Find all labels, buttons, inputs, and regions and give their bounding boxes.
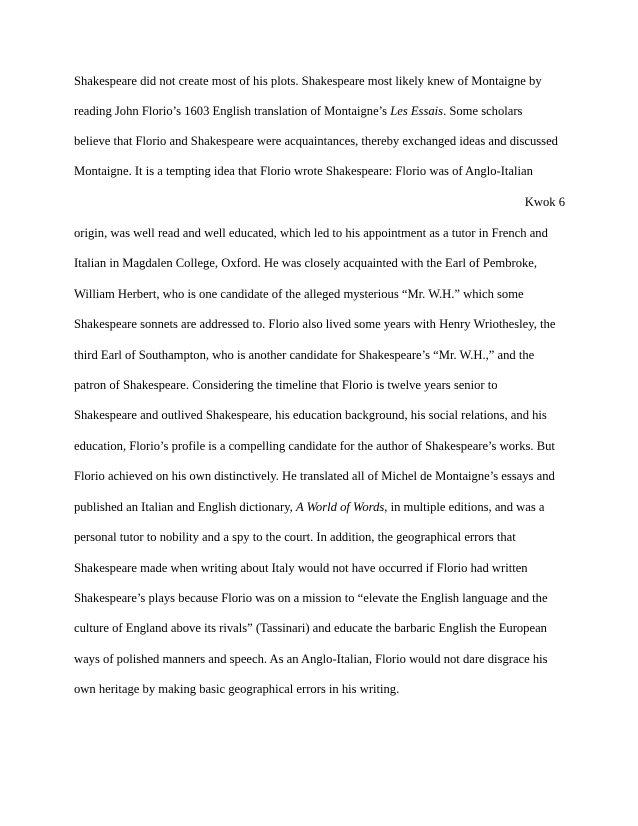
book-title: A World of Words (295, 500, 385, 514)
text-line: reading John Florio’s 1603 English translation of Montaigne’s Les Essais. Some scholars (74, 104, 523, 118)
text-line: Shakespeare’s plays because Florio was on a mission to “elevate the English language and the (74, 591, 548, 605)
text-line: culture of England above its rivals” (Tassinari) and educate the barbaric English the European (74, 621, 547, 635)
text-line: William Herbert, who is one candidate of the alleged mysterious “Mr. W.H.” which some (74, 287, 524, 301)
text-line: Montaigne. It is a tempting idea that Florio wrote Shakespeare: Florio was of Anglo-Italian (74, 164, 533, 178)
book-title: Les Essais (390, 104, 444, 118)
text-line: patron of Shakespeare. Considering the timeline that Florio is twelve years senior to (74, 378, 498, 392)
text-line: Shakespeare made when writing about Italy would not have occurred if Florio had written (74, 561, 528, 575)
text-line: ways of polished manners and speech. As an Anglo-Italian, Florio would not dare disgrace his (74, 652, 548, 666)
text-line: Italian in Magdalen College, Oxford. He was closely acquainted with the Earl of Pembroke, (74, 256, 538, 270)
text-line: Shakespeare did not create most of his plots. Shakespeare most likely knew of Montaigne by (74, 74, 542, 88)
text-line: personal tutor to nobility and a spy to the court. In addition, the geographical errors that (74, 530, 516, 544)
text-line: origin, was well read and well educated, which led to his appointment as a tutor in French and (74, 226, 548, 240)
text-line: education, Florio’s profile is a compelling candidate for the author of Shakespeare’s works. But (74, 439, 555, 453)
text-line: published an Italian and English dictionary, A World of Words, in multiple editions, and was a (74, 500, 545, 514)
text-line: third Earl of Southampton, who is another candidate for Shakespeare’s “Mr. W.H.,” and the (74, 348, 535, 362)
text-line: believe that Florio and Shakespeare were acquaintances, thereby exchanged ideas and discussed (74, 134, 558, 148)
text-line: Shakespeare and outlived Shakespeare, his education background, his social relations, and his (74, 408, 547, 422)
text-line: Florio achieved on his own distinctively. He translated all of Michel de Montaigne’s essays and (74, 469, 555, 483)
page-header: Kwok 6 (524, 195, 565, 209)
text-line: own heritage by making basic geographical errors in his writing. (74, 682, 400, 696)
text-line: Shakespeare sonnets are addressed to. Florio also lived some years with Henry Wriothesley, the (74, 317, 556, 331)
